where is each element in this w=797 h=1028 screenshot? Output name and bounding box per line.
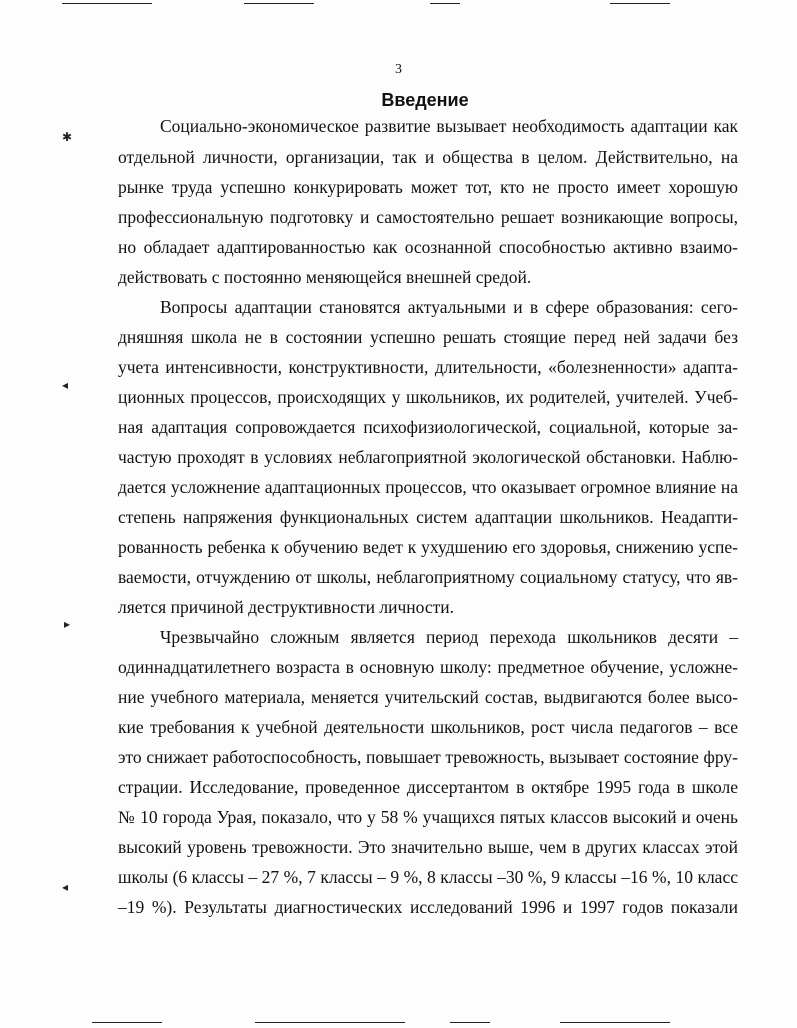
text-line: но обладает адаптированностью как осознанной способностью активно взаимо-: [118, 237, 738, 257]
text-line: № 10 города Урая, показало, что у 58 % учащихся пятых классов высокий и очень: [118, 807, 738, 827]
text-line: профессиональную подготовку и самостоятельно решает возникающие вопросы,: [118, 207, 738, 227]
scan-artifact-line: [450, 1022, 490, 1023]
text-line: степень напряжения функциональных систем адаптации школьников. Неадапти-: [118, 507, 738, 527]
scan-artifact-line: [244, 3, 314, 4]
text-line: дается усложнение адаптационных процессов, что оказывает огромное влияние на: [118, 477, 738, 497]
text-line: отдельной личности, организации, так и общества в целом. Действительно, на: [118, 147, 738, 167]
binding-mark-icon: ▸: [64, 617, 71, 631]
text-line: ная адаптация сопровождается психофизиологической, социальной, которые за-: [118, 417, 738, 437]
text-line: ваемости, отчуждению от школы, неблагоприятному социальному статусу, что яв-: [118, 567, 738, 587]
text-line: Социально-экономическое развитие вызывает необходимость адаптации как: [160, 116, 738, 136]
text-line: ционных процессов, происходящих у школьников, их родителей, учителей. Учеб-: [118, 387, 738, 407]
scan-artifact-line: [62, 3, 152, 4]
text-line: дняшняя школа не в состоянии успешно решать стоящие перед ней задачи без: [118, 327, 738, 347]
text-line: рынке труда успешно конкурировать может тот, кто не просто имеет хорошую: [118, 177, 738, 197]
text-line: школы (6 классы – 27 %, 7 классы – 9 %, 8 классы –30 %, 9 классы –16 %, 10 класс: [118, 867, 738, 887]
text-line: кие требования к учебной деятельности школьников, рост числа педагогов – все: [118, 717, 738, 737]
binding-mark-icon: ✱: [62, 130, 73, 144]
binding-mark-icon: ◂: [62, 378, 69, 392]
text-line: ние учебного материала, меняется учительский состав, выдвигаются более высо-: [118, 687, 738, 707]
section-heading: Введение: [381, 90, 469, 110]
scan-artifact-line: [92, 1022, 162, 1023]
text-line: рованность ребенка к обучению ведет к ухудшению его здоровья, снижению успе-: [118, 537, 738, 557]
text-line: ляется причиной деструктивности личности.: [118, 597, 454, 617]
text-line: высокий уровень тревожности. Это значительно выше, чем в других классах этой: [118, 837, 738, 857]
text-line: это снижает работоспособность, повышает тревожность, вызывает состояние фру-: [118, 747, 738, 767]
text-line: одиннадцатилетнего возраста в основную школу: предметное обучение, усложне-: [118, 657, 738, 677]
scan-artifact-line: [610, 3, 670, 4]
text-line: частую проходят в условиях неблагоприятной экологической обстановки. Наблю-: [118, 447, 738, 467]
text-line: Чрезвычайно сложным является период перехода школьников десяти –: [160, 627, 738, 647]
text-line: –19 %). Результаты диагностических исследований 1996 и 1997 годов показали: [118, 897, 738, 917]
text-line: действовать с постоянно меняющейся внешней средой.: [118, 267, 532, 287]
binding-mark-icon: ◂: [62, 880, 69, 894]
scan-artifact-line: [560, 1022, 670, 1023]
text-line: Вопросы адаптации становятся актуальными и в сфере образования: сего-: [160, 297, 738, 317]
text-line: страции. Исследование, проведенное диссертантом в октябре 1995 года в школе: [118, 777, 738, 797]
text-line: учета интенсивности, конструктивности, длительности, «болезненности» адапта-: [118, 357, 738, 377]
scan-artifact-line: [430, 3, 460, 4]
scan-artifact-line: [255, 1022, 405, 1023]
page-number: 3: [395, 62, 402, 77]
